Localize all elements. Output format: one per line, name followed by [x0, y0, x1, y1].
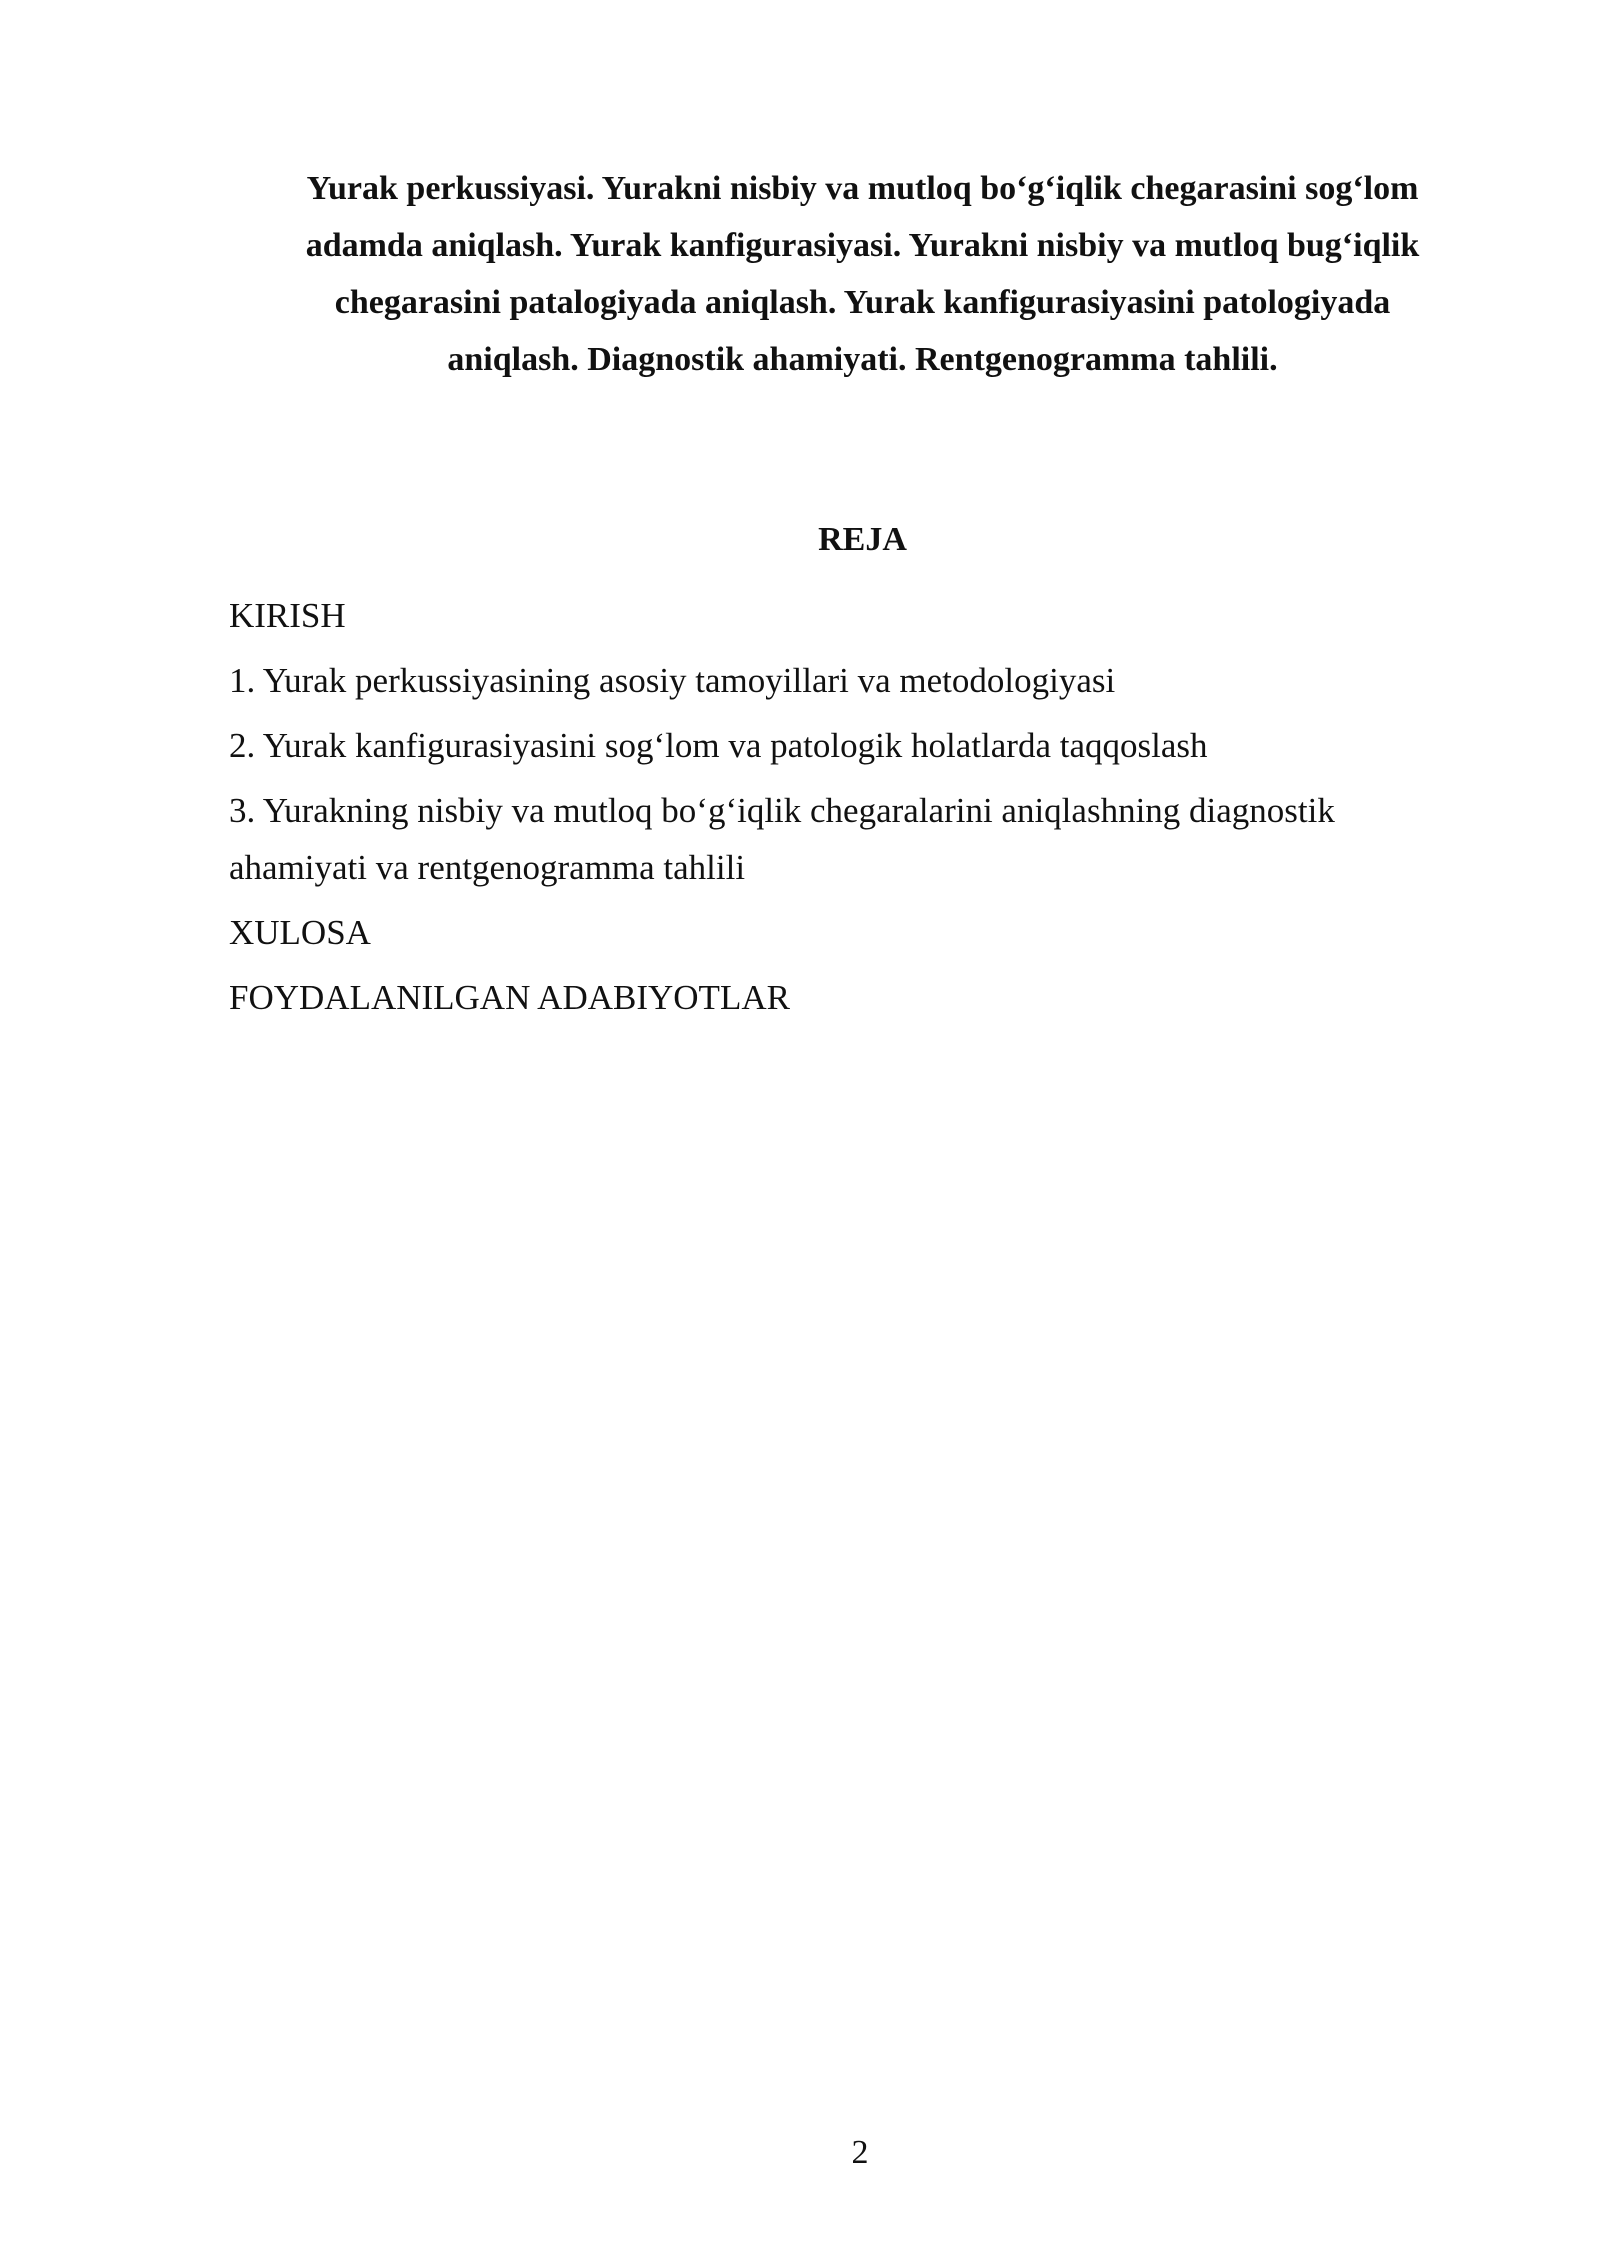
title-line: adamda aniqlash. Yurak kanfigurasiyasi. Yurakni nisbiy va mutloq bug‘iqlik	[305, 227, 1420, 264]
plan-heading: REJA	[818, 521, 907, 558]
plan-list	[229, 587, 1479, 1034]
plan-item-conclusion	[229, 904, 1479, 961]
plan-item-text: 1. Yurak perkussiyasining asosiy tamoyillari va metodologiyasi	[229, 661, 1116, 700]
plan-item-text: 3. Yurakning nisbiy va mutloq bo‘g‘iqlik chegaralarini aniqlashning diagnostik	[229, 791, 1335, 830]
plan-item-1	[229, 652, 1479, 709]
document-title	[225, 160, 1500, 388]
plan-item-references	[229, 969, 1479, 1026]
plan-item-text: FOYDALANILGAN ADABIYOTLAR	[229, 978, 790, 1017]
plan-item-introduction	[229, 587, 1479, 644]
plan-item-3	[229, 782, 1479, 896]
title-line: Yurak perkussiyasi. Yurakni nisbiy va mutloq bo‘g‘iqlik chegarasini sog‘lom	[306, 170, 1419, 207]
plan-item-text: XULOSA	[229, 913, 371, 952]
page-number: 2	[851, 2134, 869, 2171]
title-line: aniqlash. Diagnostik ahamiyati. Rentgenogramma tahlili.	[447, 341, 1278, 378]
plan-item-text: KIRISH	[229, 596, 346, 635]
plan-item-text: 2. Yurak kanfigurasiyasini sog‘lom va patologik holatlarda taqqoslash	[229, 726, 1208, 765]
plan-item-text: ahamiyati va rentgenogramma tahlili	[229, 848, 746, 887]
plan-item-2	[229, 717, 1479, 774]
title-line: chegarasini patalogiyada aniqlash. Yurak kanfigurasiyasini patologiyada	[334, 284, 1391, 321]
